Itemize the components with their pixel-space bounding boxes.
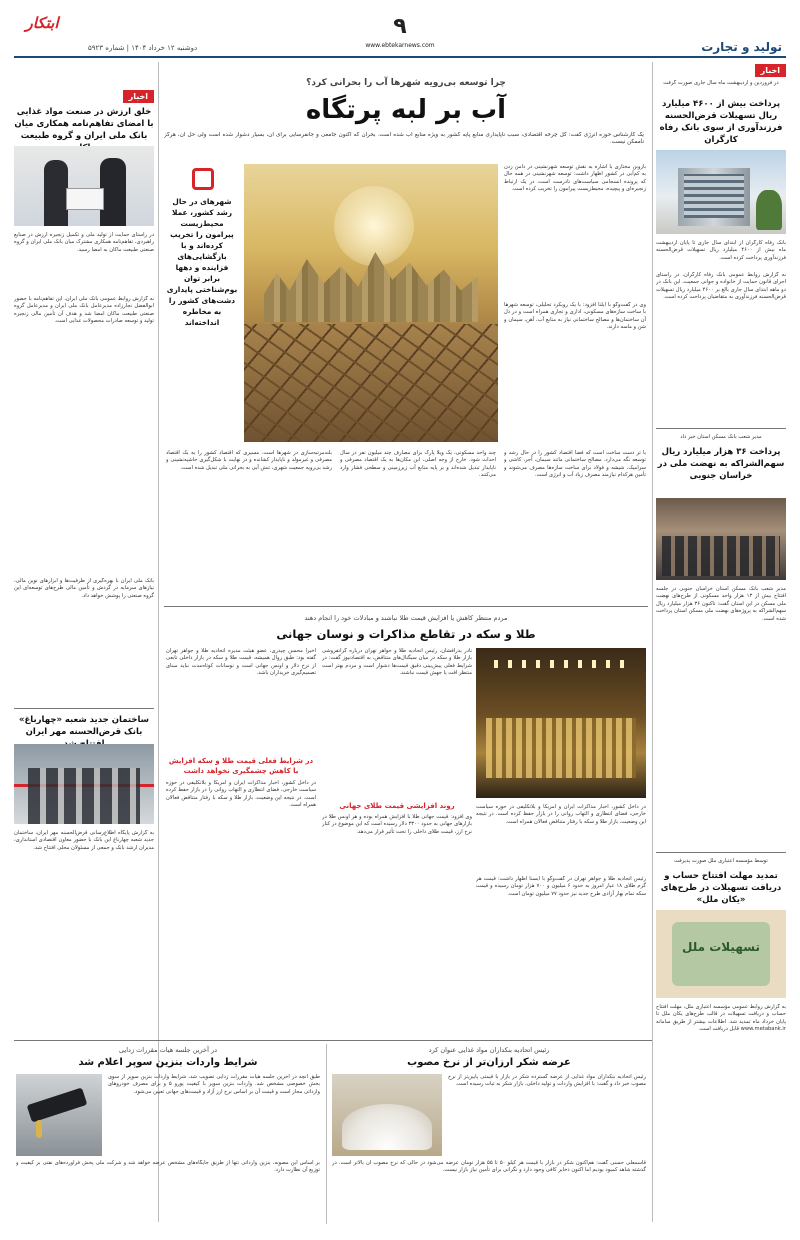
pull-quote-icon xyxy=(192,168,214,190)
lead-body: چند واحد مسکونی، یک ویلا پارک برای مصارف چند میلیون نفر در سال احداث شود. خارج از وجه اصلی، این مکان‌ها به یک اقتصاد مصرفی و ناپایدار تبدیل شده‌اند و بر پایه منابع آب زیرزمینی و سطحی فشار وارد می‌کنند. xyxy=(340,450,496,479)
divider xyxy=(326,1044,327,1224)
sugar-photo xyxy=(332,1074,442,1156)
sugar-pile xyxy=(342,1104,432,1150)
middle-body: نادر بذرافشان، رئیس اتحادیه طلا و جواهر تهران درباره گرانفروشی بازار طلا و سکه در میان سیگنال‌های متناقض، به اقتصادنیوز گفت: در شرایط فعلی پیش‌بینی دقیق قیمت‌ها دشوار است و مردم بهتر است منتظر افت یا جهش قیمت نباشند. xyxy=(322,648,472,677)
ceremony-photo xyxy=(656,498,786,580)
banner-shape xyxy=(672,922,770,986)
lead-intro: یک کارشناس حوزه انرژی گفت: کل چرخه اقتصادی، سبب ناپایداری منابع پایه کشور به ویژه منابع آب شده است. بحران که اکنون جامعی و جانفرسایی برای آن، بسیار دشوار شده است ولی حل آن، هرگز ناممکن نیست. xyxy=(164,132,644,146)
page-number: ۹ xyxy=(393,14,407,39)
bottom-kicker: رئیس اتحادیه بنکداران مواد غذایی عنوان کرد xyxy=(428,1046,550,1054)
lead-kicker: چرا توسعه بی‌رویه شهرها آب را بحرانی کرد؟ xyxy=(306,78,506,88)
drought-city-photo xyxy=(244,164,498,442)
lead-body: وی در گفت‌وگو با ایلنا افزود: با یک رویکرد تحلیلی، توسعه شهرها با ساخت سازه‌های مسکونی، اداری و تجاری همراه است و در دل آن ساختمان‌ها و مصالح ساختمانی نیاز به منابع آب، آهن، سیمان و شن و ماسه دارند. xyxy=(504,302,646,331)
article-body: بانک رفاه کارگران از ابتدای سال جاری تا پایان اردیبهشت ماه بیش از ۴۶۰۰ میلیارد ریال تسهیلات قرض‌الحسنه فرزندآوری پرداخت کرده است. xyxy=(656,240,786,261)
middle-body: در داخل کشور، اخبار مذاکرات ایران و آمریکا و بلاتکلیفی در حوزه سیاست خارجی، فضای انتظاری و التهاب روانی را در بازار حفظ کرده است. در نتیجه این وضعیت، بازار طلا و سکه با رفتار متناقض فعالان همراه است. xyxy=(166,780,316,809)
article-headline: تمدید مهلت افتتاح حساب و دریافت تسهیلات در طرح‌های «یکان ملل» xyxy=(660,871,782,905)
skyline xyxy=(264,252,478,322)
rule xyxy=(164,606,648,607)
middle-kicker: مردم منتظر کاهش یا افزایش قیمت طلا نباشند و مبادلات خود را انجام دهند xyxy=(304,614,508,622)
tree xyxy=(756,190,782,230)
article-kicker: در فروردین و اردیبهشت ماه سال جاری صورت گرفت xyxy=(663,80,779,86)
news-tag: اخبار xyxy=(123,90,154,103)
logo-text: ابتکار xyxy=(25,14,59,32)
people xyxy=(662,536,780,576)
building-windows xyxy=(684,174,744,218)
middle-body: رئیس اتحادیه طلا و جواهر تهران در گفت‌وگو با ایسنا اظهار داشت: قیمت هر گرم طلای ۱۸ عیار امروز به حدود ۶ میلیون و ۷۰۰ هزار تومان رسیده و قیمت سکه تمام بهار آزادی طرح جدید نیز حدود ۷۷ میلیون تومان است. xyxy=(476,876,646,897)
issue-info: دوشنبه ۱۲ خرداد ۱۴۰۴ | شماره ۵۹۲۳ xyxy=(88,44,198,52)
bottom-body: رئیس اتحادیه بنکداران مواد غذایی از عرضه گسترده شکر در بازار با قیمتی پایین‌تر از نرخ مصوب خبر داد و گفت: با افزایش واردات و تولید داخلی، بازار شکر به ثبات رسیده است. xyxy=(448,1074,646,1088)
bottom-right-story xyxy=(330,1042,648,1228)
ribbon-cutting-photo xyxy=(14,744,154,824)
middle-body: وی افزود: قیمت جهانی طلا با افزایش همراه بوده و هر اونس طلا در بازارهای جهانی به حدود ۳۳۰۰ دلار رسیده است که این موضوع در کنار نرخ ارز، قیمت طلای داخلی را تحت تأثیر قرار می‌دهد. xyxy=(322,814,472,835)
lead-story xyxy=(164,62,648,602)
lead-body: با تر دست ساخت است که فضا اقتصاد کشور را در حال رشد و توسعه نگه می‌دارد. مصالح ساختمانی مانند سیمان، آجر، کاشی و سرامیک، شیشه و فولاد برای ساخت سازه‌ها مصرف می‌شوند و تأمین هرکدام نیازمند مصرف زیاد آب و انرژی است. xyxy=(504,450,646,479)
website: www.ebtekarnews.com xyxy=(365,42,435,49)
subheading: در شرایط فعلی قیمت طلا و سکه افزایش یا کاهش چشمگیری نخواهد داشت xyxy=(168,757,314,775)
logo xyxy=(18,6,66,40)
article-body: به گزارش روابط عمومی بانک ملی ایران، این تفاهم‌نامه با حضور ابوالفضل نجارزاده مدیرعامل بانک ملی ایران و مدیرعامل گروه صنعتی طبیعت ماکان امضا شد و هدف آن تأمین مالی زنجیره تولید و توسعه صادرات محصولات غذایی است. xyxy=(14,296,154,325)
header-rule xyxy=(14,56,786,58)
middle-body: در داخل کشور، اخبار مذاکرات ایران و آمریکا و بلاتکلیفی در حوزه سیاست خارجی، فضای انتظاری و التهاب روانی را در بازار حفظ کرده است. در نتیجه این وضعیت، بازار طلا و سکه با رفتار متناقض فعالان همراه است. xyxy=(476,804,646,825)
divider xyxy=(652,62,653,1222)
lead-body: بلندمرتبه‌سازی در شهرها است. مسیری که اقتصاد کشور را به یک اقتصاد مصرفی و غیرمولد و ناپایدار کشانده و در نهایت با شکل‌گیری حاشیه‌نشینی و رشد بی‌رویه جمعیت شهری، تنش آبی به بحرانی ملی تبدیل شده است. xyxy=(166,450,332,471)
middle-story xyxy=(164,608,648,1038)
bottom-body: طبق آنچه در آخرین جلسه هیات مقررات زدایی تصویب شد، شرایط واردات بنزین سوپر از سوی بخش خصوصی مشخص شد. واردات بنزین سوپر با کیفیت یورو ۵ و برای مصرف خودروهای وارداتی مجاز است و قیمت آن بر اساس نرخ ارز آزاد و قیمت‌های جهانی تعیین می‌شود. xyxy=(108,1074,320,1095)
bottom-left-story xyxy=(14,1042,322,1228)
fuel-nozzle-photo xyxy=(16,1074,102,1156)
bottom-headline: شرایط واردات بنزین سوپر اعلام شد xyxy=(78,1057,258,1068)
rule xyxy=(656,852,786,853)
page-header xyxy=(0,0,800,60)
signing-photo xyxy=(14,146,154,226)
article-body: مدیر شعب بانک مسکن استان خراسان جنوبی در جلسه افتتاح بیش از ۱۳ هزار واحد مسکونی از طرح‌های نهضت ملی مسکن در این استان گفت: تاکنون ۳۶ هزار میلیارد ریال سهم‌الشراکه به پروژه‌های نهضت ملی مسکن استان پرداخت شده است. xyxy=(656,586,786,622)
subheading: روند افزایشی قیمت طلای جهانی xyxy=(339,802,455,810)
article-kicker: توسط مؤسسه اعتباری ملل صورت پذیرفت xyxy=(674,858,768,864)
article-body: در راستای حمایت از تولید ملی و تکمیل زنجیره ارزش در صنایع راهبردی، تفاهم‌نامه همکاری مشترک میان بانک ملی ایران و گروه صنعتی طبیعت ماکان به امضا رسید. xyxy=(14,232,154,253)
melal-banner xyxy=(656,910,786,998)
article-body: به گزارش پایگاه اطلاع‌رسانی قرض‌الحسنه مهر ایران، ساختمان جدید شعبه چهارباغ این بانک با حضور معاون اقتصادی استانداری، مدیران ارشد بانک و جمعی از مسئولان محلی افتتاح شد. xyxy=(14,830,154,851)
melal-text: تسهیلات ملل xyxy=(682,940,760,954)
bottom-body: بر اساس این مصوبه، بنزین وارداتی تنها از طریق جایگاه‌های مشخص عرضه خواهد شد و شرکت ملی پخش فرآورده‌های نفتی بر کیفیت و توزیع آن نظارت دارد. xyxy=(16,1160,320,1174)
rule xyxy=(14,1040,652,1041)
shop-lights xyxy=(494,660,628,668)
rule xyxy=(656,428,786,429)
right-column xyxy=(656,62,786,1222)
bottom-body: قاسمعلی حسنی گفت: هم‌اکنون شکر در بازار با قیمت هر کیلو ۵۰ تا ۵۵ هزار تومان عرضه می‌شود در حالی که نرخ مصوب آن بالاتر است. در گذشته شاهد کمبود بودیم اما اکنون ذخایر کافی وجود دارد و نگرانی برای تأمین نیاز بازار نیست. xyxy=(332,1160,646,1174)
fuel-drop xyxy=(36,1120,42,1138)
person xyxy=(44,160,68,226)
news-tag: اخبار xyxy=(755,64,786,77)
section-title: تولید و تجارت xyxy=(701,40,782,54)
bottom-headline: عرضه شکر ارزان‌تر از نرخ مصوب xyxy=(407,1057,571,1068)
article-body: بانک ملی ایران با بهره‌گیری از ظرفیت‌ها و ابزارهای نوین مالی، نیازهای سرمایه در گردش و تأمین مالی طرح‌های توسعه‌ای این گروه صنعتی را پوشش خواهد داد. xyxy=(14,578,154,599)
bank-building-photo xyxy=(656,150,786,234)
article-headline: پرداخت ۳۶ هزار میلیارد ریال سهم‌الشراکه به نهضت ملی در خراسان جنوبی xyxy=(657,447,785,481)
article-headline: خلق ارزش در صنعت مواد غذایی با امضای تفاهم‌نامه همکاری میان بانک ملی ایران و گروه طبیعت xyxy=(14,107,154,141)
bottom-kicker: در آخرین جلسه هیات مقررات زدایی xyxy=(119,1046,217,1054)
article-body: به گزارش روابط عمومی مؤسسه اعتباری ملل، مهلت افتتاح حساب و دریافت تسهیلات در قالب طرح‌های یکان ملل تا پایان خرداد ماه تمدید شد. اطلاعات بیشتر از طریق سامانه www.metabank.ir قابل دریافت است. xyxy=(656,1004,786,1033)
document xyxy=(66,188,104,210)
article-body: به گزارش روابط عمومی بانک رفاه کارگران، در راستای اجرای قانون حمایت از خانواده و جوانی جمعیت، این بانک در دو ماهه ابتدای سال جاری بالغ بر ۴۶۰۰ میلیارد ریال تسهیلات قرض‌الحسنه فرزندآوری به متقاضیان پرداخت کرده است. xyxy=(656,272,786,301)
article-kicker: مدیر شعب بانک مسکن استان خبر داد xyxy=(680,434,762,440)
gold-jewelry xyxy=(486,718,636,778)
pull-quote: شهرهای در حال رشد کشور، عملا محیط‌زیست پیرامون را تخریب کرده‌اند و با بازگشایی‌های فزاینده و دهها برابر توان بوم‌شناختی پایداری دشت‌های کشور را به مخاطره انداخته‌اند xyxy=(166,197,238,327)
middle-body: اخیراً محسن چیذری، عضو هیئت مدیره اتحادیه طلا و جواهر تهران گفته بود: طبق روال همیشه، قیمت طلا و سکه در بازار داخلی تابعی از نرخ دلار و اونس جهانی است و نوسانات کوتاه‌مدت نباید مبنای تصمیم‌گیری خریداران باشد. xyxy=(166,648,316,677)
nozzle xyxy=(27,1087,88,1122)
people xyxy=(28,768,140,824)
cracked-earth xyxy=(244,324,498,442)
middle-headline: طلا و سکه در تقاطع مذاکرات و نوسان جهانی xyxy=(276,627,536,641)
rule xyxy=(14,708,154,709)
lead-body: بازوبن مختاری با اشاره به نقش توسعه شهرنشینی در دامن زدن به کم‌آبی در کشور اظهار داشت: توسعه شهرنشینی در همه حال که پرونده انسجامی سیاست‌های نادرست است، در یک ارتباط زنجیره‌ای و پیچیده، محیط‌زیست پیرامون را تخریب کرده است. xyxy=(504,164,646,193)
sun-glow xyxy=(334,186,414,266)
article-headline: پرداخت بیش از ۴۶۰۰ میلیارد ریال تسهیلات قرض‌الحسنه فرزندآوری از سوی بانک رفاه کارگران xyxy=(659,99,783,145)
gold-shop-photo xyxy=(476,648,646,798)
article-headline: ساختمان جدید شعبه «چهارباغ» بانک قرض‌الحسنه مهر ایران xyxy=(18,715,150,737)
lead-headline: آب بر لبه پرتگاه xyxy=(305,95,507,125)
